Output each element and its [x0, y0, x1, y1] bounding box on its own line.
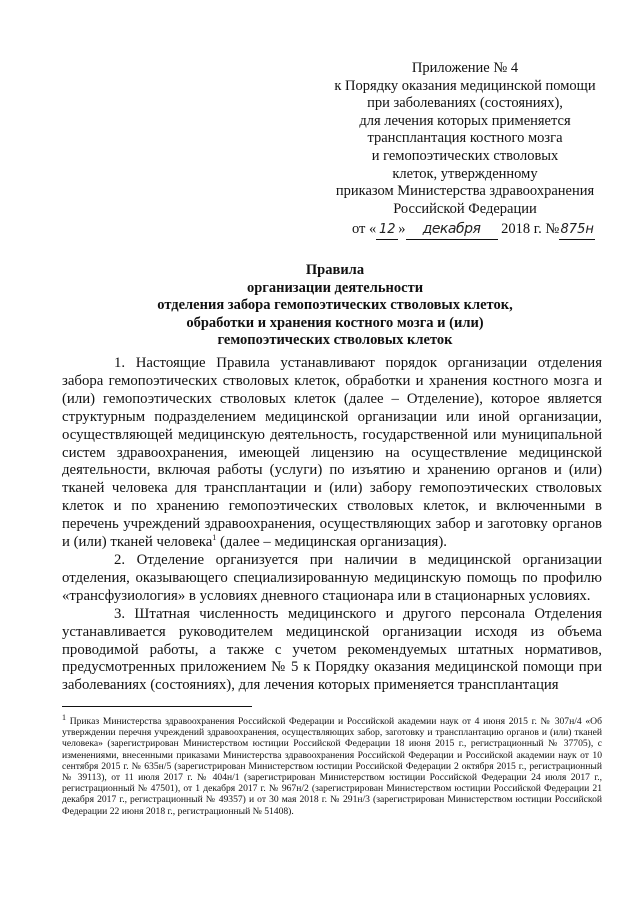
footnote [62, 712, 602, 817]
paragraph-2: 2. Отделение организуется при наличии в медицинской организации отделения, оказывающего специализированную медицинскую помощь по профилю «трансфузиология» в условиях дневного стационара или в стационарных условиях. [62, 551, 602, 604]
footnote-reference: 1 [212, 533, 217, 543]
approval-line: клеток, утвержденному [392, 165, 538, 182]
approval-line: Приложение № 4 [411, 60, 519, 76]
footnote-divider [62, 706, 252, 707]
paragraph-1-text: 1. Настоящие Правила устанавливают порядок организации отделения забора гемопоэтических стволовых клеток, обработки и хранения костного мозга и (или) гемопоэтических стволовых клеток (далее – Отделение), которое является структурным подразделением медицинской организации или иной организации, осуществляющей медицинскую деятельность, государственной или муниципальной систем здравоохранения, имеющей лицензию на осуществление медицинской деятельности, включая работы (услуги) по изъятию и хранению органов и (или) тканей человека для трансплантации и (или) забору гемопоэтических стволовых клеток и по хранению гемопоэтических стволовых клеток, и включенными в перечень учреждений здравоохранения, осуществляющих забор и заготовку органов и (или) тканей человека [62, 355, 602, 551]
approval-line: при заболеваниях (состояниях), [367, 95, 563, 112]
approval-line: трансплантация костного мозга [367, 130, 563, 147]
title-line: отделения забора гемопоэтических стволовых клеток, [157, 297, 513, 313]
paragraph-1-tail: (далее – медицинская организация). [216, 534, 447, 551]
title-line: Правила [305, 262, 365, 278]
document-body [62, 355, 602, 695]
title-line: организации деятельности [246, 279, 424, 296]
approval-note [330, 60, 600, 240]
footnote-mark: 1 [62, 712, 66, 722]
approval-line: приказом Министерства здравоохранения [335, 183, 595, 200]
title-line: обработки и хранения костного мозга и (или) [186, 314, 484, 331]
approval-line: Российской Федерации [393, 200, 537, 217]
title-line: гемопоэтических стволовых клеток [217, 332, 453, 348]
document-title [80, 262, 590, 350]
handwritten-order-number: 875н [559, 221, 595, 240]
approval-line: к Порядку оказания медицинской помощи [334, 77, 596, 94]
handwritten-day: 12 [376, 221, 398, 240]
order-date-line [352, 221, 600, 240]
paragraph-1 [62, 355, 602, 552]
date-mid: » [398, 221, 406, 238]
handwritten-month: декабря [406, 221, 498, 240]
approval-line: и гемопоэтических стволовых [371, 147, 559, 164]
footnote-text: Приказ Министерства здравоохранения Российской Федерации и Российской академии наук от 4 июня 2015 г. № 307н/4 «Об утверждении перечня учреждений здравоохранения, осуществляющих забор, заготовку и трансплантацию органов и (или) тканей человека» (зарегистрирован Министерством юстиции Российской Федерации 18 июня 2015 г., регистрационный № 37705), с изменениями, внесенными приказами Министерства здравоохранения Российской Федерации и Российской академии наук от 10 сентября 2015 г. № 635н/5 (зарегистрирован Министерством юстиции Российской Федерации 2 октября 2015 г., регистрационный № 39113), от 11 июля 2017 г. № 404н/1 (зарегистрирован Министерством юстиции Российской Федерации 24 июля 2017 г., регистрационный № 47501), от 1 декабря 2017 г. № 967н/2 (зарегистрирован Министерством юстиции Российской Федерации 21 декабря 2017 г., регистрационный № 49357) и от 30 мая 2018 г. № 291н/3 (зарегистрирован Министерством юстиции Российской Федерации 22 июня 2018 г., регистрационный № 51408). [62, 716, 602, 817]
date-prefix: от « [352, 221, 377, 238]
approval-line: для лечения которых применяется [359, 112, 571, 129]
date-year: 2018 г. № [501, 221, 560, 238]
paragraph-3: 3. Штатная численность медицинского и другого персонала Отделения устанавливается руководителем медицинской организации исходя из объема проводимой работы, а также с учетом рекомендуемых штатных нормативов, предусмотренных приложением № 5 к Порядку оказания медицинской помощи при заболеваниях (состояниях), для лечения которых применяется трансплантация [62, 605, 602, 694]
